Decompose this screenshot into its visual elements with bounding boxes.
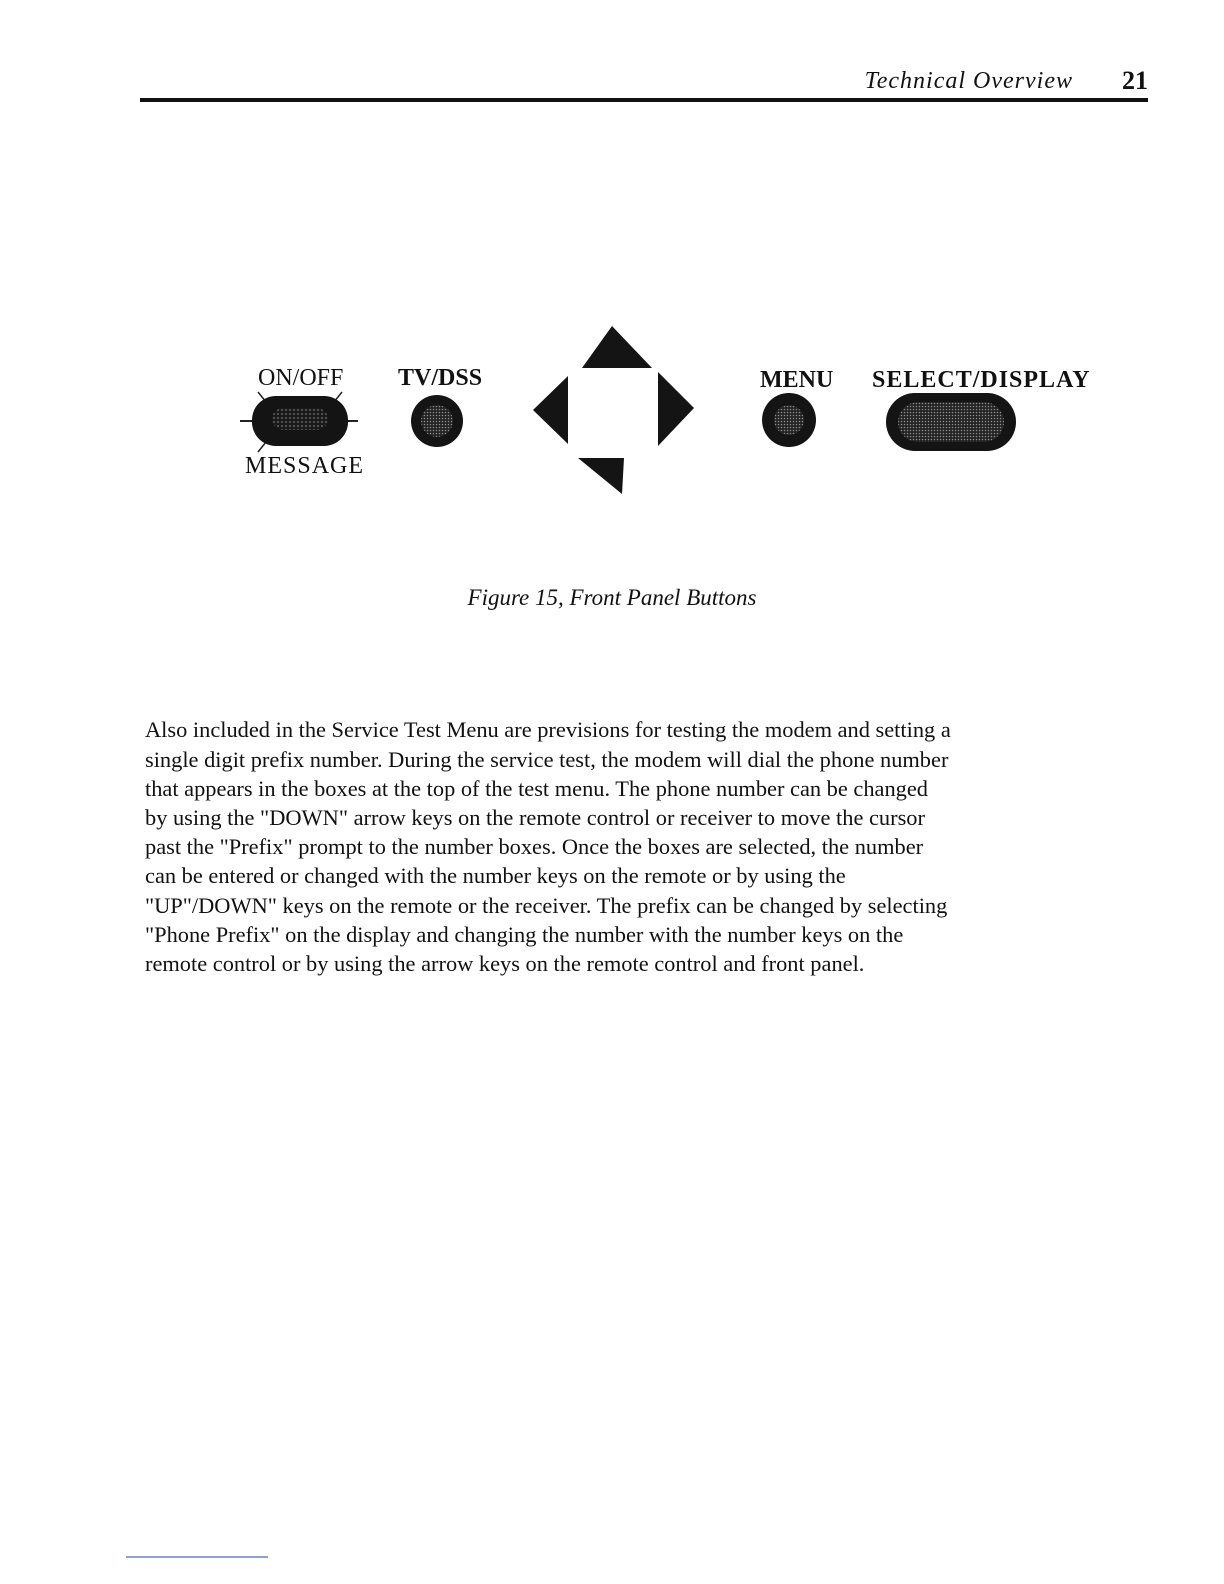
left-arrow-icon (533, 376, 568, 444)
menu-label: MENU (760, 367, 834, 393)
body-paragraph: Also included in the Service Test Menu are previsions for testing the modem and setting a single digit prefix number. During the service test, the modem will dial the phone number that appears in the boxes at the top of the test menu. The phone number can be changed by using the "DOWN" arrow keys on the remote control or receiver to move the cursor past the "Prefix" prompt to the number boxes. Once the boxes are selected, the number can be entered or changed with the number keys on the remote or by using the "UP"/DOWN" keys on the remote or the receiver. The prefix can be changed by selecting "Phone Prefix" on the display and changing the number with the number keys on the remote control or by using the arrow keys on the remote control and front panel. (145, 717, 951, 977)
figure-caption: Figure 15, Front Panel Buttons (467, 585, 757, 610)
on-off-label: ON/OFF (258, 365, 344, 391)
tv-dss-button (411, 395, 463, 447)
front-panel-diagram (0, 0, 1224, 560)
down-arrow-icon (578, 458, 624, 494)
up-arrow-icon (582, 326, 652, 368)
menu-button (762, 393, 816, 447)
right-arrow-icon (658, 372, 694, 446)
on-off-button (240, 392, 358, 452)
select-display-button (886, 393, 1016, 451)
section-title: Technical Overview (864, 68, 1073, 94)
front-panel-figure (0, 0, 1224, 560)
footer-rule (126, 1556, 268, 1558)
message-label: MESSAGE (245, 453, 365, 479)
select-display-label: SELECT/DISPLAY (872, 367, 1091, 393)
page-number: 21 (1122, 66, 1148, 95)
tv-dss-label: TV/DSS (398, 365, 483, 391)
